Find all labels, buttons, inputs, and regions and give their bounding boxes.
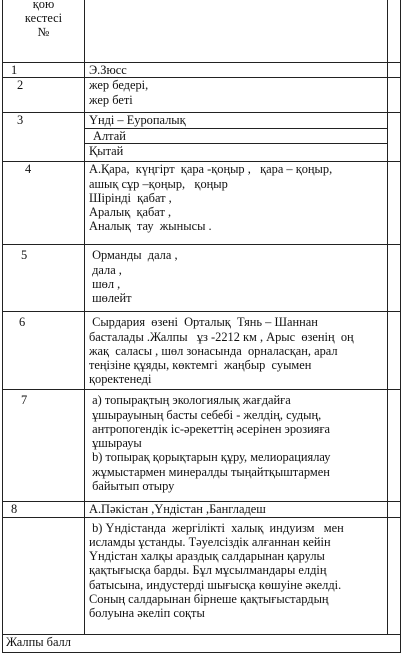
header-number-cell: [3, 0, 85, 63]
answer-line: Үндістан халқы араздық салдарынан қарулы: [89, 549, 325, 564]
answer-line: исламды ұстанды. Тәуелсіздік алғаннан кейін: [89, 534, 331, 549]
table-row: [3, 517, 401, 634]
tail-cell: [388, 390, 401, 502]
answer-line: Э.Зюсс: [89, 63, 127, 77]
answer-line: а) топырақтың экологиялық жағдайға: [89, 393, 291, 408]
row-number: 3: [3, 113, 85, 162]
row-answer: [85, 517, 388, 634]
row-answer: [85, 502, 388, 517]
answer-line: b) Үндістанда жергілікті халық индуизм мен: [89, 520, 344, 535]
answer-line: ұшырауы: [89, 436, 142, 451]
header-line-2: кестесі: [24, 11, 63, 25]
tail-cell: [388, 245, 401, 312]
row-number: [3, 517, 85, 634]
answer-subline: Алтай: [85, 128, 387, 143]
answer-line: жер беті: [89, 92, 133, 107]
total-score-label: Жалпы балл: [3, 634, 401, 652]
table-row: [3, 312, 401, 390]
answer-line: ұшырауының басты себебі - желдің, судың,: [89, 407, 322, 422]
answer-line: Аралық қабат ,: [89, 205, 172, 220]
answer-table: [2, 0, 401, 653]
answer-line: қақтығысқа барды. Бұл мұсылмандары елдің: [89, 563, 327, 578]
table-row: [3, 390, 401, 502]
answer-line: жер бедері,: [89, 78, 149, 93]
tail-cell: [388, 113, 401, 162]
header-tail-cell: [388, 0, 401, 63]
row-answer: [85, 113, 388, 162]
answer-line: шөлейт: [89, 291, 132, 306]
answer-line: қоректенеді: [89, 372, 152, 387]
row-number: 5: [3, 245, 85, 312]
row-answer: [85, 63, 388, 78]
answer-subline: Қытай: [85, 143, 387, 158]
row-number: 1: [3, 63, 85, 78]
answer-line: батысына, индустерді шығысқа көшуіне әкелді.: [89, 577, 342, 592]
header-answer-cell: [85, 0, 388, 63]
row-number: 7: [3, 390, 85, 502]
table-row: [3, 245, 401, 312]
row-answer: [85, 390, 388, 502]
table-row: [3, 502, 401, 517]
table-row: [3, 78, 401, 113]
answer-line: жақ саласы , шөл зонасында орналасқан, арал: [89, 343, 338, 358]
answer-line: Шірінді қабат ,: [89, 190, 172, 205]
row-answer: [85, 312, 388, 390]
answer-line: дала ,: [89, 262, 122, 277]
tail-cell: [388, 502, 401, 517]
header-row: [3, 0, 401, 63]
answer-line: болуына әкеліп соқты: [89, 606, 205, 621]
row-number: 4: [3, 162, 85, 245]
answer-line: Орманды дала ,: [89, 248, 178, 263]
answer-line: А.Қара, күңгірт қара -қоңыр , қара – қоңыр,: [89, 162, 333, 177]
answer-line: шөл ,: [89, 276, 121, 291]
answer-line: жұмыстармен минералды тыңайтқыштармен: [89, 464, 330, 479]
answer-line: ашық сұр –қоңыр, қоңыр: [89, 176, 228, 191]
row-number: 2: [3, 78, 85, 113]
answer-line: Соның салдарынан бірнеше қақтығыстардың: [89, 592, 329, 607]
tail-cell: [388, 78, 401, 113]
footer-row: [3, 634, 401, 652]
answer-line: басталады .Жалпы ұз -2212 км , Арыс өзенің оң: [89, 329, 354, 344]
answer-line: антропогендік іс-әрекеттің әсерінен эрозияға: [89, 421, 331, 436]
answer-line: теңізіне құяды, көктемгі жаңбыр суымен: [89, 358, 312, 373]
header-line-1: қою: [32, 0, 55, 11]
answer-line: b) топырақ қорықтарын құру, мелиорациялау: [89, 450, 331, 465]
tail-cell: [388, 312, 401, 390]
header-line-3: №: [37, 25, 50, 39]
answer-line: байытып отыру: [89, 479, 175, 494]
table-row: [3, 113, 401, 162]
row-answer: [85, 78, 388, 113]
tail-cell: [388, 517, 401, 634]
answer-line: Сырдария өзені Орталық Тянь – Шаннан: [89, 315, 318, 330]
answer-line: Үнді – Еуропалық: [89, 113, 186, 128]
row-number: 6: [3, 312, 85, 390]
answer-line: А.Пәкістан ,Үндістан ,Бангладеш: [89, 502, 266, 517]
tail-cell: [388, 63, 401, 78]
row-number: 8: [3, 502, 85, 517]
tail-cell: [388, 162, 401, 245]
row-answer: [85, 162, 388, 245]
answer-line: Аналық тау жынысы .: [89, 219, 212, 234]
row-answer: [85, 245, 388, 312]
table-row: [3, 162, 401, 245]
table-row: [3, 63, 401, 78]
